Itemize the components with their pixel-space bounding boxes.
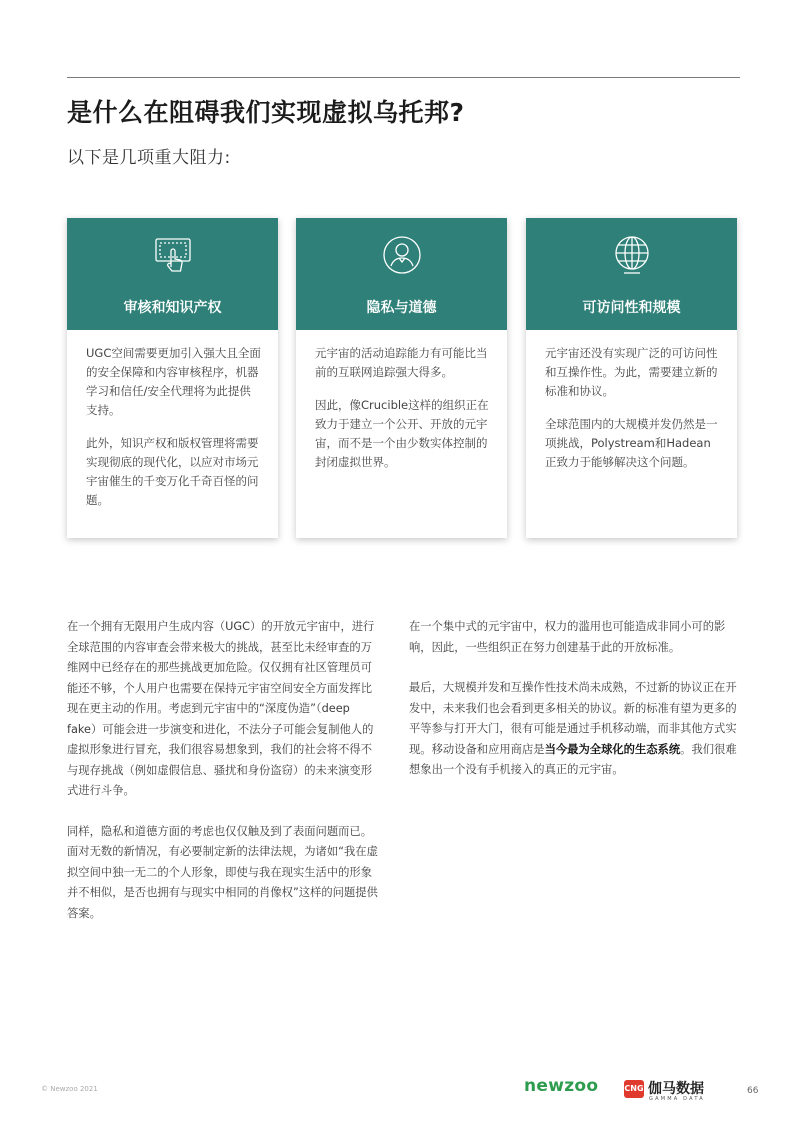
touchscreen-hand-icon <box>152 234 194 276</box>
card-paragraph: 元宇宙的活动追踪能力有可能比当前的互联网追踪强大得多。 <box>315 346 488 379</box>
gamma-name-cn: 伽马数据 <box>648 1081 704 1097</box>
body-left-column <box>67 617 380 944</box>
card-privacy-ethics <box>296 218 507 538</box>
card-body <box>296 330 507 472</box>
card-accessibility-scale <box>526 218 737 538</box>
card-paragraph: 因此，像Crucible这样的组织正在致力于建立一个公开、开放的元宇宙，而不是一个由少数实体控制的封闭虚拟世界。 <box>315 398 489 469</box>
body-right-column <box>409 617 739 801</box>
gamma-data-logo <box>624 1078 724 1102</box>
globe-icon <box>611 234 653 276</box>
card-title: 审核和知识产权 <box>123 300 222 316</box>
card-paragraph: 全球范围内的大规模并发仍然是一项挑战，Polystream和Hadean正致力于能够解决这个问题。 <box>545 417 718 469</box>
card-paragraph: UGC空间需要更加引入强大且全面的安全保障和内容审核程序，机器学习和信任/安全代理将为此提供支持。 <box>86 346 261 417</box>
card-body <box>67 330 278 510</box>
page-title: 是什么在阻碍我们实现虚拟乌托邦? <box>67 98 465 127</box>
card-header <box>67 218 278 330</box>
body-bold-text: 当今最为全球化的生态系统 <box>544 742 681 756</box>
body-text: 最后，大规模并发和互操作性技术尚未成熟，不过新的协议正在开发中，未来我们也会看到更多相关的协议。新的标准有望为更多的平等参与打开大门，很有可能是通过手机移动端，而非其他方式实现。移动设备和应用商店是 <box>409 681 737 756</box>
card-body <box>526 330 737 472</box>
page-subtitle: 以下是几项重大阻力: <box>67 148 231 168</box>
card-header <box>296 218 507 330</box>
gamma-name-en: GAMMA DATA <box>649 1096 705 1102</box>
card-paragraph: 此外，知识产权和版权管理将需要实现彻底的现代化，以应对市场元宇宙催生的千变万化千奇百怪的问题。 <box>86 436 259 507</box>
top-divider <box>67 77 740 78</box>
card-paragraph: 元宇宙还没有实现广泛的可访问性和互操作性。为此，需要建立新的标准和协议。 <box>545 346 718 398</box>
card-moderation-ip <box>67 218 278 538</box>
newzoo-logo: newzoo <box>524 1076 599 1096</box>
body-paragraph: 在一个拥有无限用户生成内容（UGC）的开放元宇宙中，进行全球范围的内容审查会带来极大的挑战，甚至比未经审查的万维网中已经存在的那些挑战更加危险。仅仅拥有社区管理员可能还不够，个人用户也需要在保持元宇宙空间安全方面发挥比现在更主动的作用。考虑到元宇宙中的“深度伪造”（deep fake）可能会进一步演变和进化，不法分子可能会复制他人的虚拟形象进行冒充，我们很容易想象到，我们的社会将不得不与现存挑战（例如虚假信息、骚扰和身份盗窃）的未来演变形式进行斗争。 <box>67 620 375 797</box>
copyright: © Newzoo 2021 <box>41 1085 98 1093</box>
person-circle-icon <box>381 234 423 276</box>
gamma-badge: CNG <box>624 1080 644 1098</box>
body-paragraph <box>409 678 739 781</box>
card-title: 可访问性和规模 <box>582 300 681 316</box>
body-text: 。我们很难想象出一个没有手机接入的真正的元宇宙。 <box>409 742 737 776</box>
body-paragraph: 在一个集中式的元宇宙中，权力的滥用也可能造成非同小可的影响，因此，一些组织正在努力创建基于此的开放标准。 <box>409 620 726 654</box>
card-title: 隐私与道德 <box>366 300 437 316</box>
body-paragraph: 同样，隐私和道德方面的考虑也仅仅触及到了表面问题而已。面对无数的新情况，有必要制定新的法律法规，为诸如“我在虚拟空间中独一无二的个人形象，即使与我在现实生活中的形象并不相似，是否也拥有与现实中相同的肖像权”这样的问题提供答案。 <box>67 824 378 920</box>
page-number: 66 <box>747 1086 759 1096</box>
card-header <box>526 218 737 330</box>
